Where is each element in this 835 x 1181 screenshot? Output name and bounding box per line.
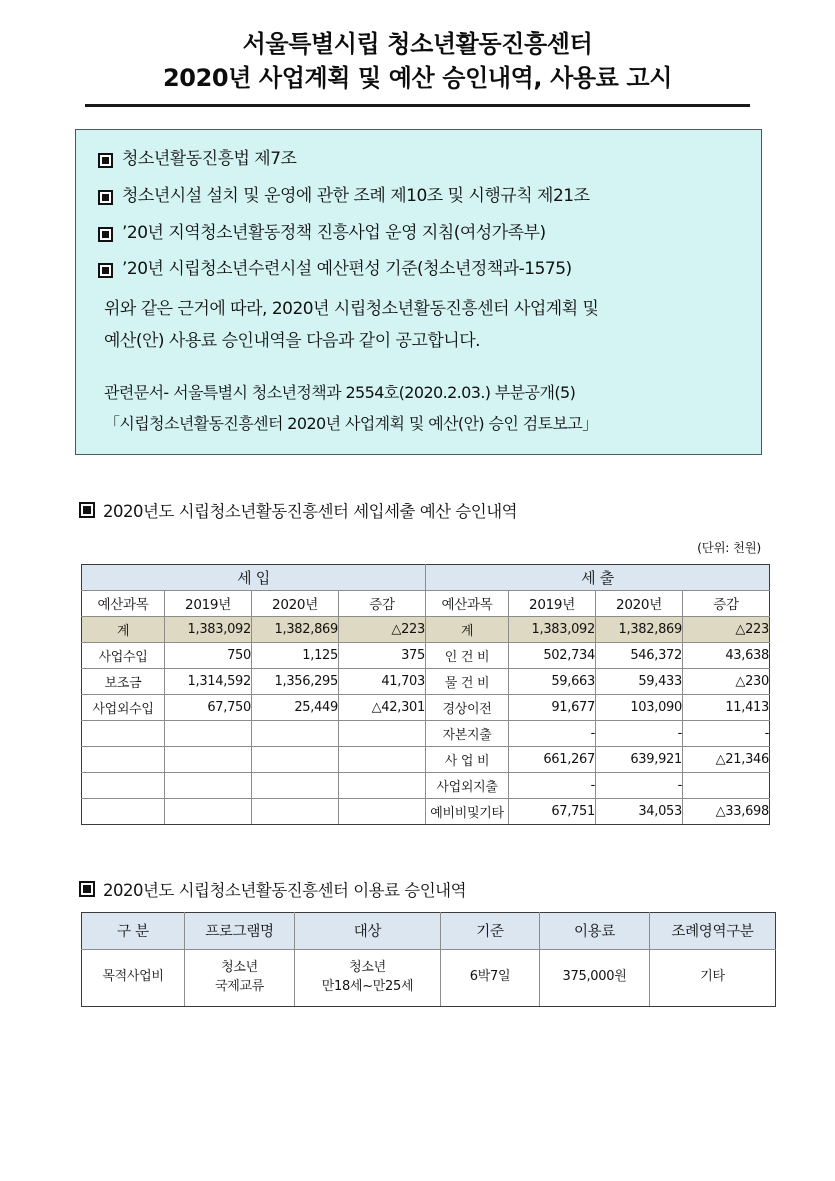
revenue-name-7 [82, 798, 165, 824]
filled-square-bullet-icon [79, 502, 95, 518]
budget-unit-note: (단위: 천원) [697, 539, 761, 555]
expenditure-2020-5: 639,921 [596, 746, 683, 772]
table-row [82, 642, 770, 668]
legal-basis-item-3-text: ’20년 지역청소년활동정책 진흥사업 운영 지침(여성가족부) [122, 222, 546, 243]
revenue-diff-7 [339, 798, 426, 824]
col-header-expenditure-item: 예산과목 [426, 590, 509, 616]
revenue-name-1: 사업수입 [82, 642, 165, 668]
revenue-name-0: 계 [82, 616, 165, 642]
fee-cell-program-line-1: 청소년 [221, 959, 258, 975]
table-row [82, 694, 770, 720]
expenditure-2019-5: 661,267 [509, 746, 596, 772]
fee-col-header-ordinance: 조례영역구분 [650, 912, 776, 949]
legal-basis-item-2 [98, 185, 739, 208]
reference-document-line-1: 관련문서- 서울특별시 청소년정책과 2554호(2020.2.03.) 부분공개(5) [104, 382, 576, 402]
expenditure-name-6: 사업외지출 [426, 772, 509, 798]
table-row [82, 798, 770, 824]
revenue-2019-0: 1,383,092 [165, 616, 252, 642]
revenue-2020-6 [252, 772, 339, 798]
table-row [82, 668, 770, 694]
expenditure-name-2: 물 건 비 [426, 668, 509, 694]
expenditure-name-0: 계 [426, 616, 509, 642]
fee-cell-target-line-2: 만18세~만25세 [321, 978, 414, 994]
expenditure-2020-6: - [596, 772, 683, 798]
revenue-2019-6 [165, 772, 252, 798]
expenditure-diff-2: △230 [683, 668, 770, 694]
expenditure-name-1: 인 건 비 [426, 642, 509, 668]
fee-col-header-program: 프로그램명 [185, 912, 295, 949]
col-header-revenue-2019: 2019년 [165, 590, 252, 616]
budget-table-group-header-row [82, 564, 770, 590]
revenue-2019-3: 67,750 [165, 694, 252, 720]
table-row [82, 616, 770, 642]
expenditure-2020-3: 103,090 [596, 694, 683, 720]
expenditure-name-5: 사 업 비 [426, 746, 509, 772]
filled-square-bullet-icon [98, 190, 113, 205]
revenue-diff-2: 41,703 [339, 668, 426, 694]
expenditure-diff-3: 11,413 [683, 694, 770, 720]
fee-cell-target [295, 949, 441, 1006]
revenue-diff-3: △42,301 [339, 694, 426, 720]
legal-basis-item-1 [98, 148, 739, 171]
legal-basis-item-1-text: 청소년활동진흥법 제7조 [122, 149, 297, 170]
fee-cell-target-line-1: 청소년 [349, 959, 386, 975]
fee-cell-ordinance: 기타 [650, 949, 776, 1006]
expenditure-diff-7: △33,698 [683, 798, 770, 824]
col-header-revenue-item: 예산과목 [82, 590, 165, 616]
expenditure-diff-0: △223 [683, 616, 770, 642]
expenditure-diff-6 [683, 772, 770, 798]
table-row [82, 772, 770, 798]
filled-square-bullet-icon [98, 263, 113, 278]
revenue-2020-4 [252, 720, 339, 746]
expenditure-diff-4: - [683, 720, 770, 746]
revenue-2020-0: 1,382,869 [252, 616, 339, 642]
expenditure-2019-1: 502,734 [509, 642, 596, 668]
col-header-expenditure-2020: 2020년 [596, 590, 683, 616]
col-header-expenditure-2019: 2019년 [509, 590, 596, 616]
budget-table-column-header-row [82, 590, 770, 616]
budget-table [81, 564, 770, 825]
fee-cell-criteria: 6박7일 [441, 949, 540, 1006]
fee-cell-fee: 375,000원 [540, 949, 650, 1006]
section-heading-fee-text: 2020년도 시립청소년활동진흥센터 이용료 승인내역 [103, 880, 467, 900]
revenue-2020-5 [252, 746, 339, 772]
group-header-revenue: 세 입 [82, 564, 426, 590]
expenditure-2020-0: 1,382,869 [596, 616, 683, 642]
expenditure-diff-1: 43,638 [683, 642, 770, 668]
expenditure-2019-7: 67,751 [509, 798, 596, 824]
page-title-line-2: 2020년 사업계획 및 예산 승인내역, 사용료 고시 [163, 64, 672, 93]
revenue-diff-4 [339, 720, 426, 746]
fee-col-header-criteria: 기준 [441, 912, 540, 949]
page-title-line-1: 서울특별시립 청소년활동진흥센터 [242, 30, 593, 58]
revenue-name-6 [82, 772, 165, 798]
document-title-block [0, 0, 835, 95]
revenue-2019-1: 750 [165, 642, 252, 668]
announcement-paragraph-line-1: 위와 같은 근거에 따라, 2020년 시립청소년활동진흥센터 사업계획 및 [104, 299, 599, 320]
legal-basis-item-4 [98, 258, 739, 281]
section-heading-fee [79, 877, 835, 901]
revenue-diff-6 [339, 772, 426, 798]
expenditure-name-7: 예비비및기타 [426, 798, 509, 824]
legal-basis-item-3 [98, 222, 739, 245]
section-heading-budget [79, 498, 835, 522]
revenue-2019-7 [165, 798, 252, 824]
expenditure-name-4: 자본지출 [426, 720, 509, 746]
fee-table [81, 912, 776, 1007]
revenue-diff-0: △223 [339, 616, 426, 642]
table-row [82, 720, 770, 746]
revenue-2019-2: 1,314,592 [165, 668, 252, 694]
title-divider [85, 104, 750, 107]
revenue-diff-1: 375 [339, 642, 426, 668]
expenditure-diff-5: △21,346 [683, 746, 770, 772]
group-header-expenditure: 세 출 [426, 564, 770, 590]
revenue-2019-4 [165, 720, 252, 746]
revenue-name-4 [82, 720, 165, 746]
expenditure-2020-7: 34,053 [596, 798, 683, 824]
fee-col-header-target: 대상 [295, 912, 441, 949]
filled-square-bullet-icon [98, 227, 113, 242]
filled-square-bullet-icon [79, 881, 95, 897]
fee-cell-program [185, 949, 295, 1006]
legal-basis-item-4-text: ’20년 시립청소년수련시설 예산편성 기준(청소년정책과-1575) [122, 259, 572, 280]
revenue-2020-3: 25,449 [252, 694, 339, 720]
revenue-2019-5 [165, 746, 252, 772]
col-header-revenue-2020: 2020년 [252, 590, 339, 616]
col-header-revenue-diff: 증감 [339, 590, 426, 616]
col-header-expenditure-diff: 증감 [683, 590, 770, 616]
expenditure-2019-3: 91,677 [509, 694, 596, 720]
fee-table-header-row [82, 912, 776, 949]
revenue-2020-7 [252, 798, 339, 824]
expenditure-2020-1: 546,372 [596, 642, 683, 668]
announcement-paragraph-line-2: 예산(안) 사용료 승인내역을 다음과 같이 공고합니다. [104, 331, 481, 352]
expenditure-2019-0: 1,383,092 [509, 616, 596, 642]
expenditure-2019-2: 59,663 [509, 668, 596, 694]
reference-document-line-2: 「시립청소년활동진흥센터 2020년 사업계획 및 예산(안) 승인 검토보고」 [104, 414, 598, 434]
legal-basis-box [75, 129, 762, 455]
expenditure-2019-6: - [509, 772, 596, 798]
filled-square-bullet-icon [98, 153, 113, 168]
fee-cell-division: 목적사업비 [82, 949, 185, 1006]
fee-col-header-fee: 이용료 [540, 912, 650, 949]
expenditure-2019-4: - [509, 720, 596, 746]
fee-cell-program-line-2: 국제교류 [214, 978, 265, 994]
table-row [82, 949, 776, 1006]
revenue-2020-2: 1,356,295 [252, 668, 339, 694]
section-heading-budget-text: 2020년도 시립청소년활동진흥센터 세입세출 예산 승인내역 [103, 501, 518, 521]
legal-basis-item-2-text: 청소년시설 설치 및 운영에 관한 조례 제10조 및 시행규칙 제21조 [122, 185, 590, 206]
revenue-diff-5 [339, 746, 426, 772]
expenditure-2020-4: - [596, 720, 683, 746]
revenue-name-3: 사업외수입 [82, 694, 165, 720]
revenue-name-2: 보조금 [82, 668, 165, 694]
expenditure-2020-2: 59,433 [596, 668, 683, 694]
revenue-name-5 [82, 746, 165, 772]
revenue-2020-1: 1,125 [252, 642, 339, 668]
expenditure-name-3: 경상이전 [426, 694, 509, 720]
table-row [82, 746, 770, 772]
fee-col-header-division: 구 분 [82, 912, 185, 949]
